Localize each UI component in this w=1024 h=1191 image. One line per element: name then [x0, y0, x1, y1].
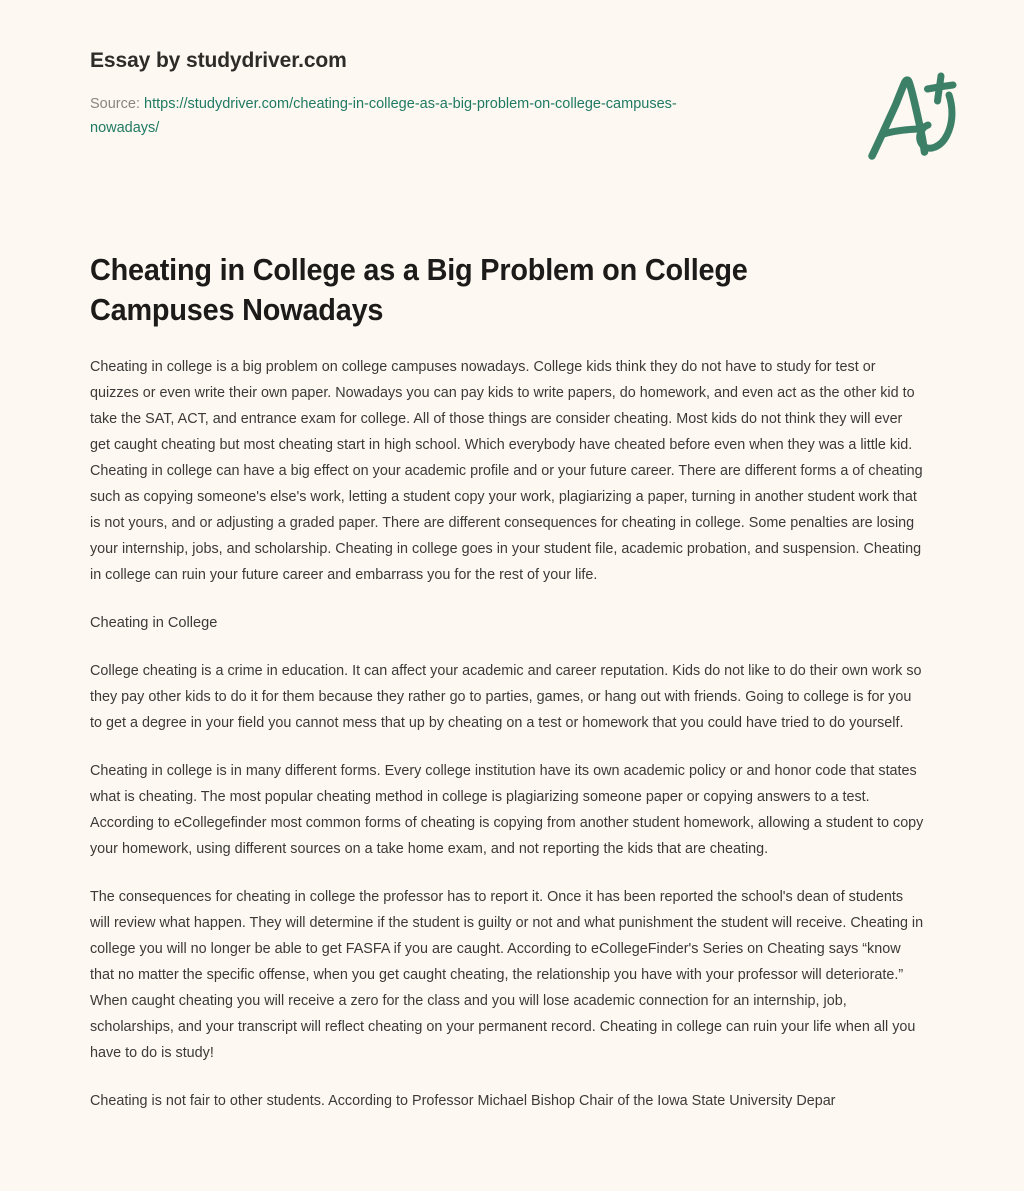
- source-label: Source:: [90, 96, 140, 113]
- article: [90, 250, 938, 1115]
- page-header: [90, 48, 964, 140]
- source-line: [90, 93, 710, 140]
- source-url-link[interactable]: https://studydriver.com/cheating-in-college-as-a-big-problem-on-college-campuses-nowadays/: [90, 96, 677, 136]
- a-plus-grade-logo-icon: [856, 60, 976, 180]
- page-title: Cheating in College as a Big Problem on College Campuses Nowadays: [90, 252, 748, 327]
- article-paragraph-truncated: Cheating is not fair to other students. According to Professor Michael Bishop Chair of the Iowa State University Depar: [90, 1092, 836, 1109]
- article-paragraph: Cheating in college is a big problem on college campuses nowadays. College kids think they do not have to study for test or quizzes or even write their own paper. Nowadays you can pay kids to write papers, do homework, and even act as the other kid to take the SAT, ACT, and entrance exam for college. All of those things are consider cheating. Most kids do not think they will ever get caught cheating but most cheating start in high school. Which everybody have cheated before even when they was a little kid. Cheating in college can have a big effect on your academic profile and or your future career. There are different forms a of cheating such as copying someone's else's work, letting a student copy your work, plagiarizing a paper, turning in another student work that is not yours, and or adjusting a graded paper. There are different consequences for cheating in college. Some penalties are losing your internship, jobs, and scholarship. Cheating in college goes in your student file, academic probation, and suspension. Cheating in college can ruin your future career and embarrass you for the rest of your life.: [90, 359, 923, 584]
- brand-title: Essay by studydriver.com: [90, 49, 347, 72]
- article-subheading: Cheating in College: [90, 615, 218, 632]
- article-body: [90, 355, 938, 1114]
- article-paragraph: Cheating in college is in many different forms. Every college institution have its own academic policy or and honor code that states what is cheating. The most popular cheating method in college is plagiarizing someone paper or copying answers to a test. According to eCollegefinder most common forms of cheating is copying from another student homework, allowing a student to copy your homework, using different sources on a take home exam, and not reporting the kids that are cheating.: [90, 762, 924, 857]
- article-paragraph: The consequences for cheating in college the professor has to report it. Once it has been reported the school's dean of students will review what happen. They will determine if the student is guilty or not and what punishment the student will receive. Cheating in college you will no longer be able to get FASFA if you are caught. According to eCollegeFinder's Series on Cheating says “know that no matter the specific offense, when you get caught cheating, the relationship you have with your professor will deteriorate.” When caught cheating you will receive a zero for the class and you will lose academic connection for an internship, job, scholarships, and your transcript will reflect cheating on your permanent record. Cheating in college can ruin your life when all you have to do is study!: [90, 888, 924, 1061]
- article-paragraph: College cheating is a crime in education. It can affect your academic and career reputation. Kids do not like to do their own work so they pay other kids to do it for them because they rather go to parties, games, or hang out with friends. Going to college is for you to get a degree in your field you cannot mess that up by cheating on a test or homework that you could have tried to do yourself.: [90, 663, 922, 731]
